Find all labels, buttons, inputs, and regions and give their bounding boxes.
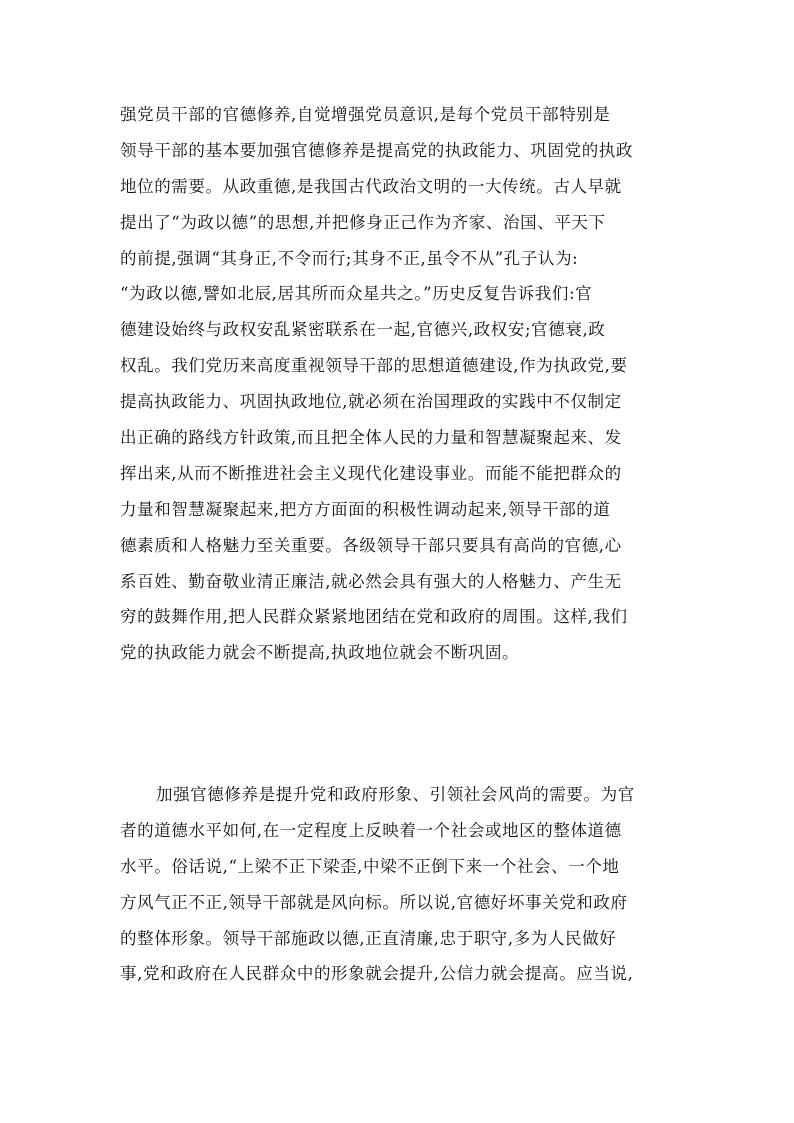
text-line: 水平。俗话说,“上梁不正下梁歪,中梁不正倒下来一个社会、一个地 <box>120 856 620 876</box>
text-line: 领导干部的基本要加强官德修养是提高党的执政能力、巩固党的执政 <box>120 140 633 160</box>
paragraph-1 <box>120 97 682 671</box>
text-line: 提出了“为政以德”的思想,并把修身正己作为齐家、治国、平天下 <box>120 212 606 232</box>
text-line: 挥出来,从而不断推进社会主义现代化建设事业。而能不能把群众的 <box>120 463 622 483</box>
text-line: 的整体形象。领导干部施政以德,正直清廉,忠于职守,多为人民做好 <box>120 928 617 948</box>
text-line: 穷的鼓舞作用,把人民群众紧紧地团结在党和政府的周围。这样,我们 <box>120 607 628 627</box>
text-line: 的前提,强调“其身正,不令而行;其身不正,虽令不从”孔子认为: <box>120 248 579 268</box>
text-line: 者的道德水平如何,在一定程度上反映着一个社会或地区的整体道德 <box>120 820 622 840</box>
text-line: 方风气正不正,领导干部就是风向标。所以说,官德好坏事关党和政府 <box>120 892 628 912</box>
paragraph-2 <box>120 777 682 992</box>
text-line: 事,党和政府在人民群众中的形象就会提升,公信力就会提高。应当说, <box>120 964 634 984</box>
text-line: 德素质和人格魅力至关重要。各级领导干部只要具有高尚的官德,心 <box>120 535 622 555</box>
text-line: “为政以德,譬如北辰,居其所而众星共之。”历史反复告诉我们:官 <box>120 284 593 304</box>
text-line: 权乱。我们党历来高度重视领导干部的思想道德建设,作为执政党,要 <box>120 356 628 376</box>
text-line: 加强官德修养是提升党和政府形象、引领社会风尚的需要。为官 <box>156 785 635 804</box>
text-line: 强党员干部的官德修养,自觉增强党员意识,是每个党员干部特别是 <box>120 105 611 124</box>
text-line: 提高执政能力、巩固执政地位,就必须在治国理政的实践中不仅制定 <box>120 392 622 412</box>
text-line: 党的执政能力就会不断提高,执政地位就会不断巩固。 <box>120 643 520 663</box>
text-line: 力量和智慧凝聚起来,把方方面面的积极性调动起来,领导干部的道 <box>120 499 611 519</box>
text-line: 地位的需要。从政重德,是我国古代政治文明的一大传统。古人早就 <box>120 176 622 196</box>
text-line: 系百姓、勤奋敬业清正廉洁,就必然会具有强大的人格魅力、产生无 <box>120 571 622 591</box>
text-line: 德建设始终与政权安乱紧密联系在一起,官德兴,政权安;官德衰,政 <box>120 320 606 340</box>
text-line: 出正确的路线方针政策,而且把全体人民的力量和智慧凝聚起来、发 <box>120 428 622 448</box>
